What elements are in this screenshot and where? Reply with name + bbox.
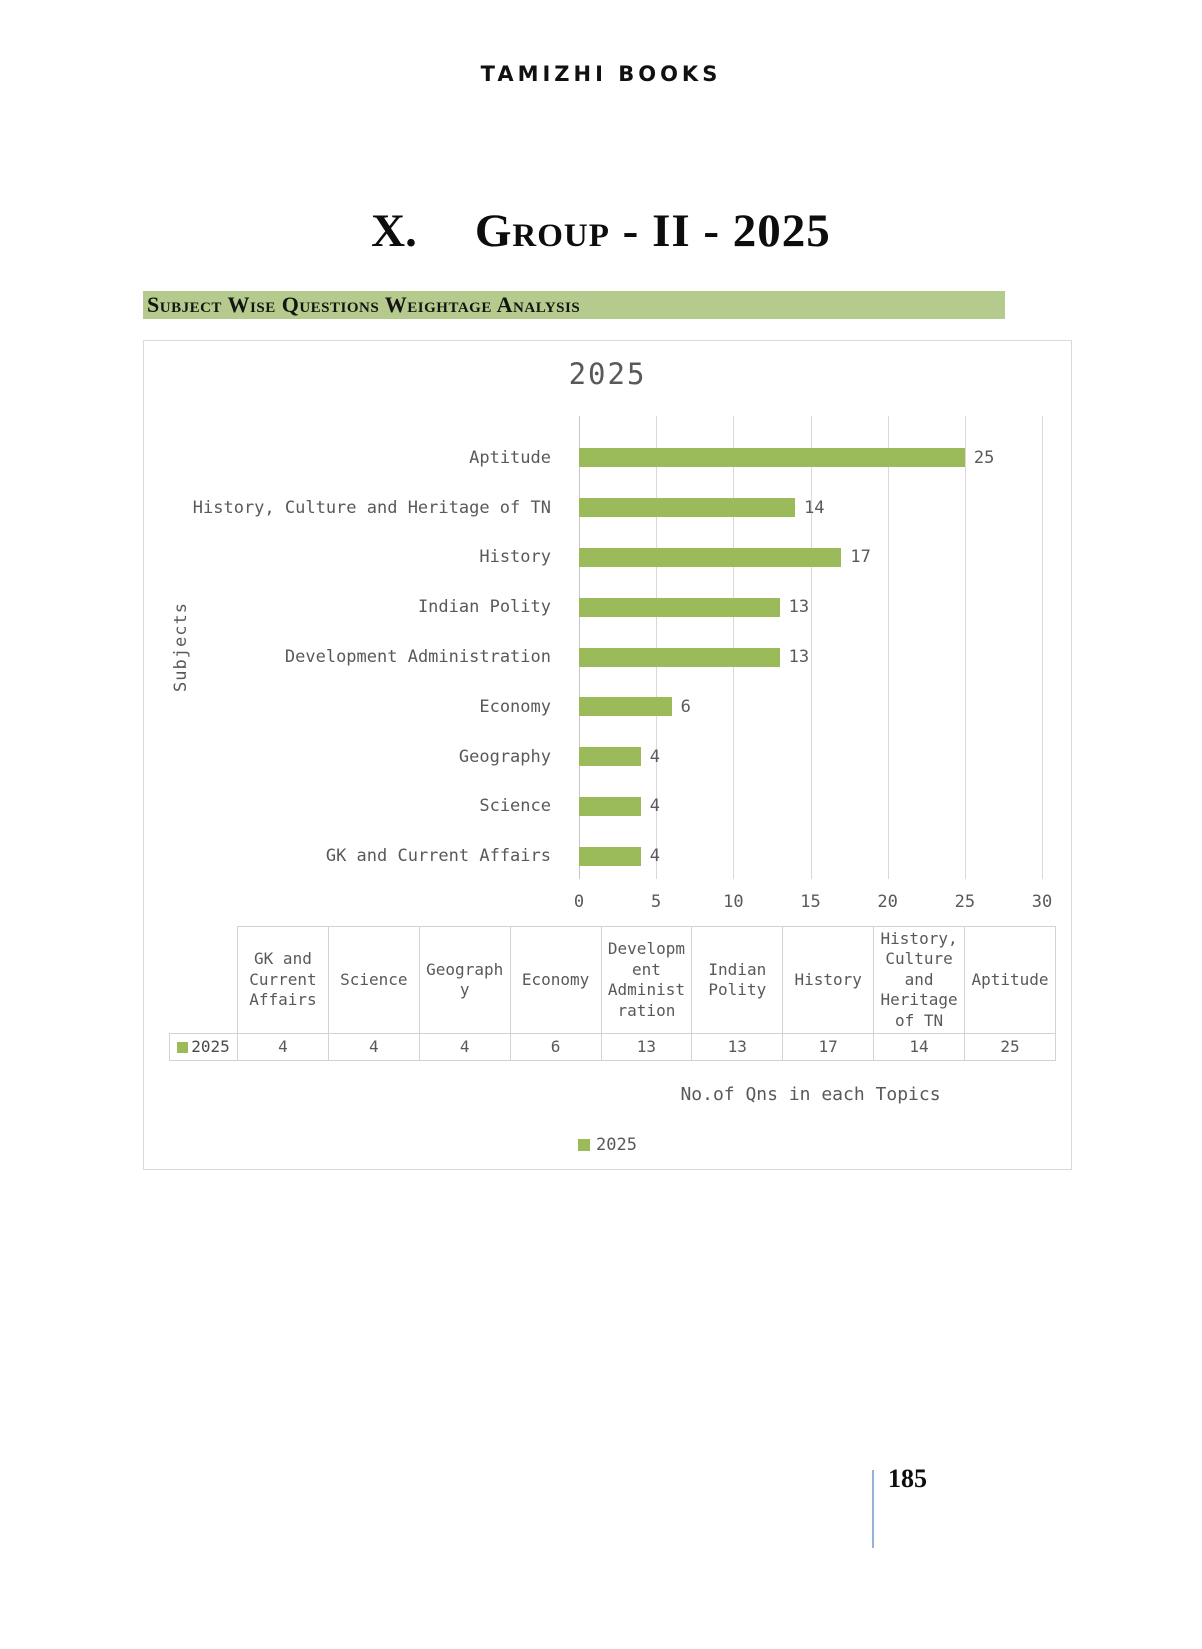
- table-legend-key: [175, 1037, 232, 1057]
- bar-row: [579, 732, 1042, 782]
- category-label: Science: [479, 796, 551, 817]
- table-value-row: [170, 1034, 1056, 1061]
- table-row-label: 2025: [191, 1037, 230, 1057]
- chart-x-ticks: [573, 892, 1053, 914]
- table-value-cell: 13: [692, 1034, 783, 1061]
- table-header-row: [170, 927, 1056, 1034]
- category-label: Economy: [479, 696, 551, 717]
- chart-title: 2025: [568, 357, 647, 391]
- table-value-cell: 4: [238, 1034, 329, 1061]
- bar-value-label: 4: [649, 796, 660, 817]
- table-row-label-cell: [170, 1034, 238, 1061]
- footer-accent-rule: [872, 1470, 874, 1548]
- bar-value-label: 6: [680, 696, 691, 717]
- category-label: Indian Polity: [417, 597, 551, 618]
- bar-row: [579, 533, 1042, 583]
- bar-row: [579, 483, 1042, 533]
- section-title: Group - II - 2025: [474, 205, 831, 257]
- bar: [579, 697, 672, 716]
- bar: [579, 747, 641, 766]
- category-label: History, Culture and Heritage of TN: [192, 497, 551, 518]
- bar-row: [579, 433, 1042, 483]
- legend-swatch-icon: [578, 1139, 590, 1151]
- x-tick-label: 20: [877, 892, 898, 912]
- table-header-cell: History: [783, 927, 874, 1034]
- section-number: X.: [371, 205, 417, 257]
- table-value-cell: 4: [328, 1034, 419, 1061]
- table-header-cell: Development Administration: [601, 927, 692, 1034]
- table-header-cell: Indian Polity: [692, 927, 783, 1034]
- bar-value-label: 25: [973, 447, 995, 468]
- chart-x-axis-title: No.of Qns in each Topics: [680, 1084, 941, 1105]
- publisher-logo: TAMIZHI BOOKS: [480, 62, 722, 86]
- x-tick-label: 10: [723, 892, 744, 912]
- table-value-cell: 13: [601, 1034, 692, 1061]
- bar-value-label: 13: [788, 597, 810, 618]
- chart: [143, 340, 1072, 1170]
- table-header-cell: Science: [328, 927, 419, 1034]
- bar: [579, 797, 641, 816]
- table-header-cell: History, Culture and Heritage of TN: [874, 927, 965, 1034]
- bar-value-label: 4: [649, 746, 660, 767]
- table-value-cell: 14: [874, 1034, 965, 1061]
- category-label: Development Administration: [284, 647, 551, 668]
- category-label: Aptitude: [469, 447, 551, 468]
- bar: [579, 498, 795, 517]
- category-label: Geography: [458, 746, 551, 767]
- table-value-cell: 4: [419, 1034, 510, 1061]
- table-header-cell: GK and Current Affairs: [238, 927, 329, 1034]
- x-tick-label: 15: [800, 892, 821, 912]
- section-heading: Subject Wise Questions Weightage Analysis: [143, 291, 1005, 319]
- table-value-cell: 25: [965, 1034, 1056, 1061]
- bar: [579, 648, 780, 667]
- bar: [579, 548, 841, 567]
- chart-category-labels: [144, 433, 565, 881]
- table-header-cell: Economy: [510, 927, 601, 1034]
- x-tick-label: 30: [1031, 892, 1053, 912]
- legend-label: 2025: [596, 1135, 637, 1155]
- category-label: History: [479, 547, 551, 568]
- bar: [579, 598, 780, 617]
- bar-row: [579, 831, 1042, 881]
- x-tick-label: 25: [954, 892, 976, 912]
- bar-value-label: 17: [850, 547, 871, 568]
- bar-value-label: 14: [804, 497, 825, 518]
- x-tick-label: 0: [573, 892, 585, 912]
- table-header-cell: Geography: [419, 927, 510, 1034]
- bar-row: [579, 781, 1042, 831]
- table-blank-cell: [170, 927, 238, 1034]
- bar: [579, 448, 965, 467]
- bar-row: [579, 632, 1042, 682]
- bar-row: [579, 582, 1042, 632]
- bar-value-label: 4: [649, 846, 660, 867]
- bar-row: [579, 682, 1042, 732]
- chart-legend: [144, 1135, 1071, 1155]
- chart-y-axis-title: Subjects: [171, 602, 191, 692]
- legend-swatch-icon: [177, 1042, 188, 1053]
- chart-bars: [579, 433, 1042, 881]
- page-number: 185: [888, 1464, 927, 1493]
- gridline: [1042, 416, 1043, 879]
- category-label: GK and Current Affairs: [325, 846, 551, 867]
- bar: [579, 847, 641, 866]
- page-title: [0, 204, 1202, 258]
- table-value-cell: 6: [510, 1034, 601, 1061]
- bar-value-label: 13: [788, 647, 810, 668]
- chart-data-table: [169, 926, 1056, 1061]
- table-header-cell: Aptitude: [965, 927, 1056, 1034]
- x-tick-label: 5: [651, 892, 662, 912]
- table-value-cell: 17: [783, 1034, 874, 1061]
